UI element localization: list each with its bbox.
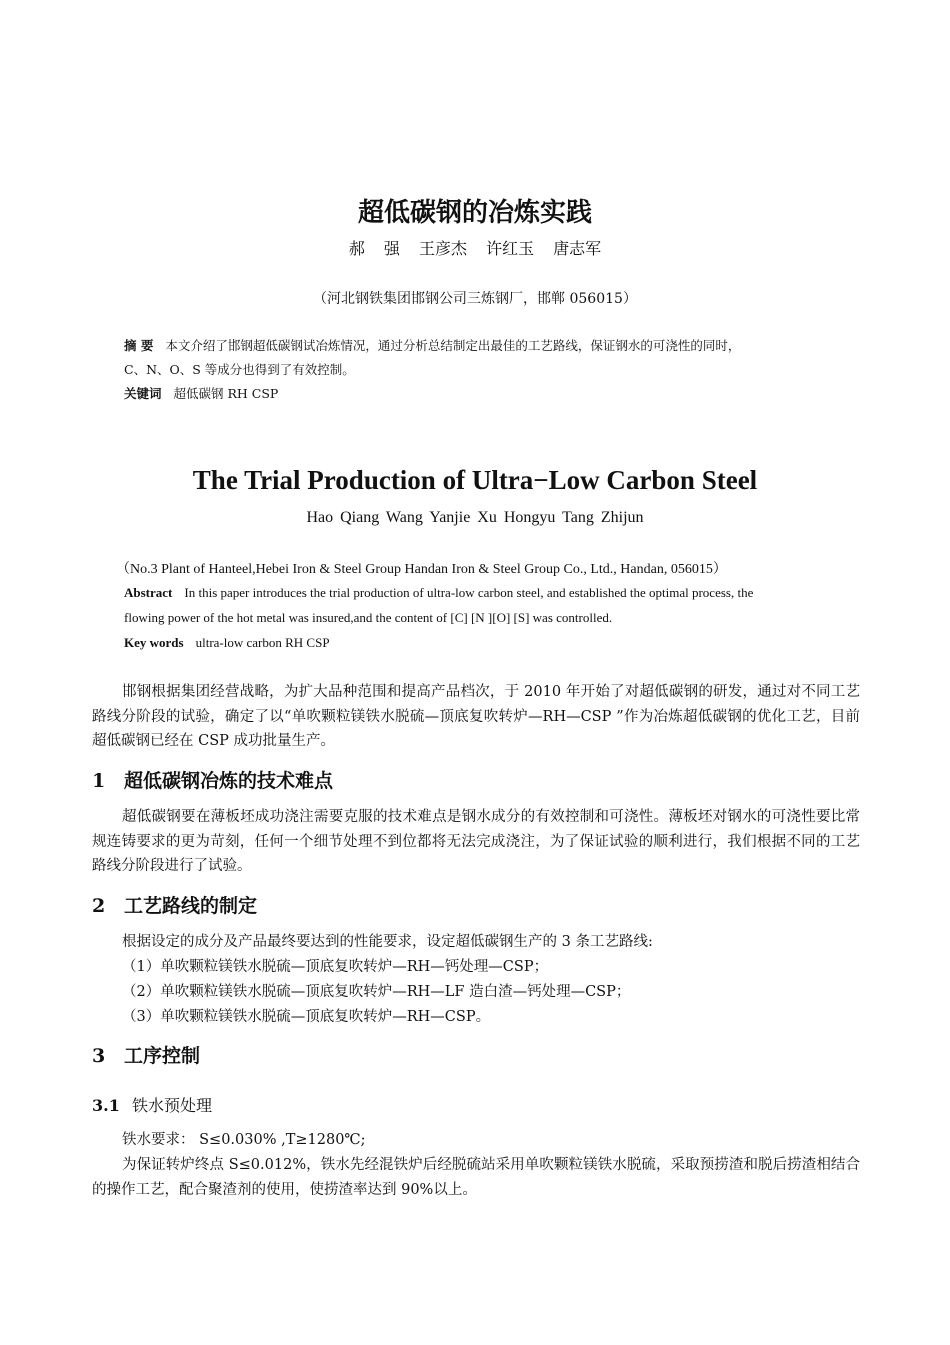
section-3-1-paragraph: 为保证转炉终点 S≤0.012%，铁水先经混铁炉后经脱硫站采用单吹颗粒镁铁水脱硫，采取预捞渣和脱后捞渣相结合的操作工艺，配合聚渣剂的使用，使捞渣率达到 90%以上。 [92, 1157, 860, 1198]
abstract-en [124, 580, 836, 655]
section-1-heading [92, 766, 333, 793]
section-2-title: 工艺路线的制定 [124, 895, 258, 917]
authors-en: Hao Qiang Wang Yanjie Xu Hongyu Tang Zhijun [306, 509, 644, 526]
section-1-number: 1 [92, 770, 106, 792]
section-3-heading [92, 1041, 200, 1068]
abstract-cn [124, 334, 836, 406]
abstract-text-en-1: In this paper introduces the trial production of ultra-low carbon steel, and established the optimal process, the [184, 585, 754, 600]
abstract-label-en: Abstract [124, 585, 173, 600]
section-3-title: 工序控制 [124, 1045, 201, 1067]
section-2-number: 2 [92, 895, 106, 917]
section-2-paragraph: 根据设定的成分及产品最终要达到的性能要求，设定超低碳钢生产的 3 条工艺路线: [122, 934, 653, 950]
paper-title-en: The Trial Production of Ultra−Low Carbon Steel [192, 465, 758, 495]
section-1-title: 超低碳钢冶炼的技术难点 [124, 770, 334, 792]
paper-title-cn: 超低碳钢的冶炼实践 [357, 198, 592, 228]
section-3-1-heading [92, 1093, 212, 1116]
authors-cn: 郝 强 王彦杰 许红玉 唐志军 [348, 239, 602, 258]
affiliation-en: （No.3 Plant of Hanteel,Hebei Iron & Steel Group Handan Iron & Steel Group Co., Ltd., Handan, 056015） [116, 562, 727, 577]
keywords-label-en: Key words [124, 635, 184, 650]
section-3-1-requirement: 铁水要求： S≤0.030% ,T≥1280℃; [122, 1132, 366, 1148]
keywords-cn: 超低碳钢 RH CSP [173, 386, 279, 401]
intro-paragraph: 邯钢根据集团经营战略，为扩大品种范围和提高产品档次，于 2010 年开始了对超低碳钢的研发，通过对不同工艺路线分阶段的试验，确定了以“单吹颗粒镁铁水脱硫—顶底复吹转炉—RH—CSP ”作为冶炼超低碳钢的优化工艺，目前超低碳钢已经在 CSP 成功批量生产。 [92, 684, 860, 749]
abstract-text-cn-2: C、N、O、S 等成分也得到了有效控制。 [124, 362, 355, 377]
section-3-1-title: 铁水预处理 [132, 1096, 213, 1115]
section-1-paragraph: 超低碳钢要在薄板坯成功浇注需要克服的技术难点是钢水成分的有效控制和可浇性。薄板坯对钢水的可浇性要比常规连铸要求的更为苛刻，任何一个细节处理不到位都将无法完成浇注，为了保证试验的顺利进行，我们根据不同的工艺路线分阶段进行了试验。 [92, 809, 860, 874]
section-2-heading [92, 891, 257, 918]
route-item-3: （3）单吹颗粒镁铁水脱硫—顶底复吹转炉—RH—CSP。 [122, 1009, 491, 1025]
keywords-en: ultra-low carbon RH CSP [195, 635, 330, 650]
route-item-1: （1）单吹颗粒镁铁水脱硫—顶底复吹转炉—RH—钙处理—CSP； [122, 959, 549, 975]
route-item-2: （2）单吹颗粒镁铁水脱硫—顶底复吹转炉—RH—LF 造白渣—钙处理—CSP； [122, 984, 631, 1000]
abstract-label-cn: 摘 要 [124, 338, 154, 353]
keywords-label-cn: 关键词 [124, 386, 162, 401]
abstract-text-en-2: flowing power of the hot metal was insured,and the content of [C] [N ][O] [S] was controlled. [124, 610, 613, 625]
abstract-text-cn-1: 本文介绍了邯钢超低碳钢试冶炼情况，通过分析总结制定出最佳的工艺路线，保证钢水的可浇性的同时， [165, 338, 741, 353]
section-3-1-number: 3.1 [92, 1096, 120, 1115]
section-3-number: 3 [92, 1045, 106, 1067]
affiliation-cn: （河北钢铁集团邯钢公司三炼钢厂，邯郸 056015） [313, 291, 637, 307]
